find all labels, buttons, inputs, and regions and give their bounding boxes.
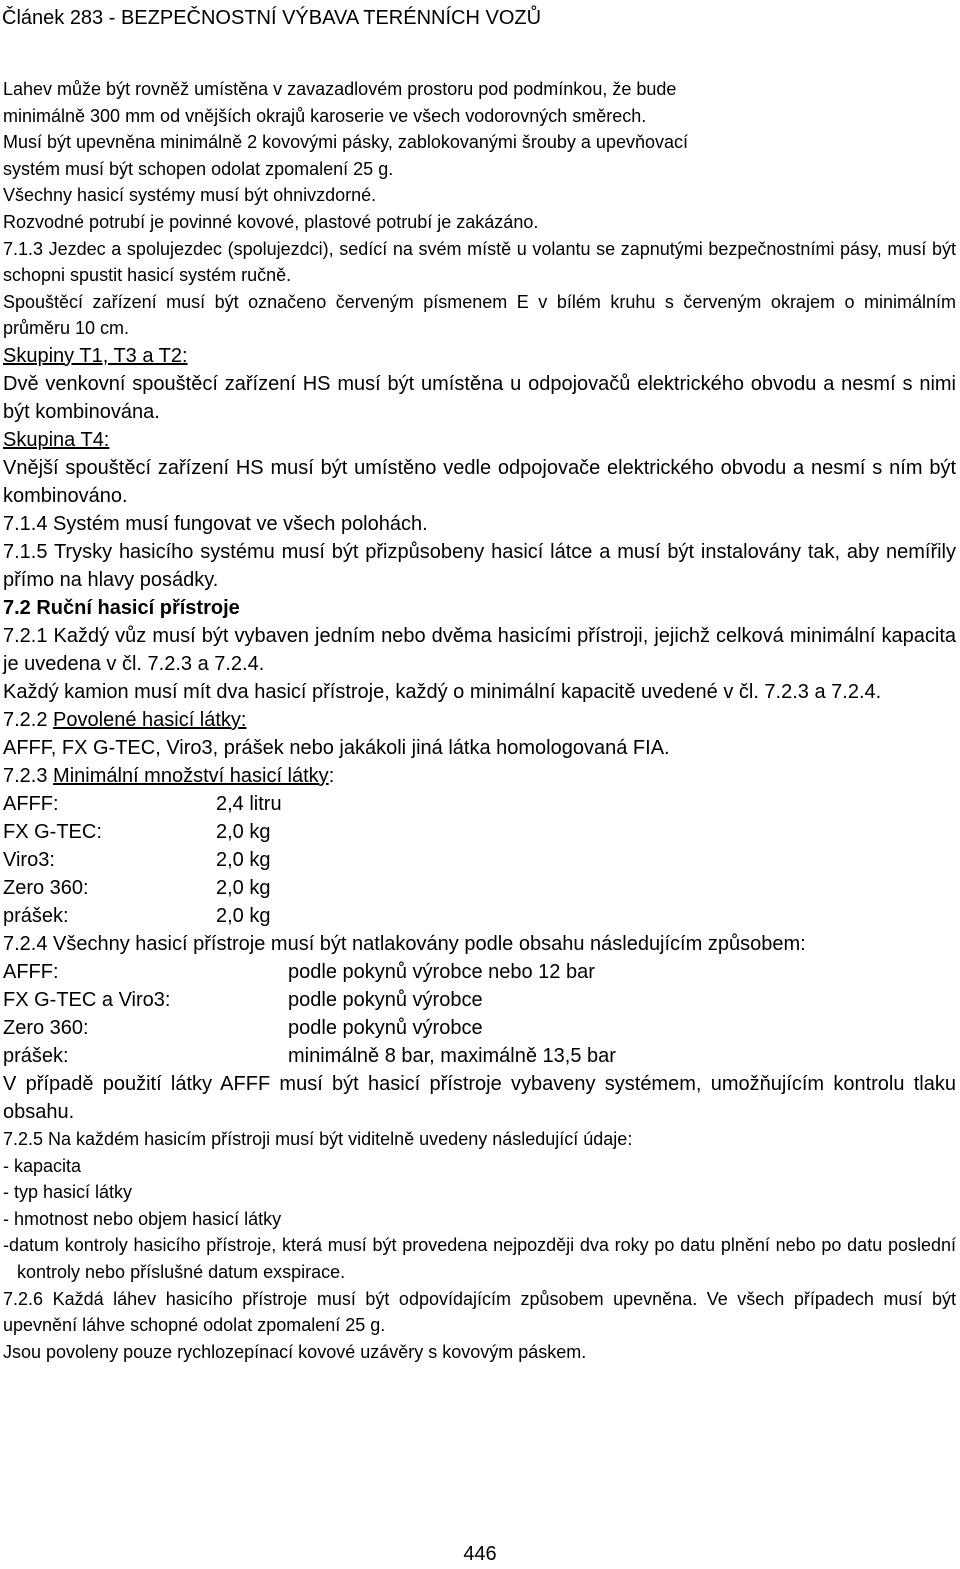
section-label: Minimální množství hasicí látky [53,764,329,787]
agent-name: AFFF: [3,960,59,983]
list-item: - kapacita [3,1155,82,1176]
section-number: 7.2.2 [3,708,54,731]
heading-groups-t1-t3-t2: Skupiny T1, T3 a T2: [3,344,188,367]
heading-group-t4: Skupina T4: [3,428,110,451]
paragraph-7-2-1: 7.2.1 Každý vůz musí být vybaven jedním nebo dvěma hasicími přístroji, jejichž celková minimální kapacita je uvedena v čl. 7.2.3 a 7.2.4. [3,624,956,675]
agent-name: Viro3: [3,848,55,871]
section-heading-7-2: 7.2 Ruční hasicí přístroje [3,596,240,619]
agent-name: FX G-TEC: [3,820,102,843]
section-7-2-2 [3,706,956,734]
paragraph-7-1-3: 7.1.3 Jezdec a spolujezdec (spolujezdci), sedící na svém místě u volantu se zapnutými bezpečnostními pásy, musí být schopni spustit hasicí systém ručně. [3,238,956,286]
article-body [3,76,956,1365]
text-line: minimálně 300 mm od vnějších okrajů karoserie ve všech vodorovných směrech. [3,105,647,126]
paragraph-agents: AFFF, FX G-TEC, Viro3, prášek nebo jakákoli jiná látka homologovaná FIA. [3,736,670,759]
paragraph-afff-pressure: V případě použití látky AFFF musí být hasicí přístroje vybaveny systémem, umožňujícím kontrolu tlaku obsahu. [3,1072,956,1123]
text-line: Lahev může být rovněž umístěna v zavazadlovém prostoru pod podmínkou, že bude [3,79,677,99]
quantity-row [3,790,956,818]
pressure-row [3,1014,956,1042]
paragraph-7-2-6: 7.2.6 Každá láhev hasicího přístroje musí být odpovídajícím způsobem upevněna. Ve všech případech musí být upevnění láhve schopné odolat zpomalení 25 g. [3,1288,956,1336]
paragraph-groups-t1: Dvě venkovní spouštěcí zařízení HS musí být umístěna u odpojovačů elektrického obvodu a nesmí s nimi být kombinována. [3,372,956,423]
pressure-row [3,1042,956,1070]
quantity-row [3,902,956,930]
paragraph-7-1-5: 7.1.5 Trysky hasicího systému musí být přizpůsobeny hasicí látce a musí být instalovány tak, aby nemířily přímo na hlavy posádky. [3,540,956,591]
pressure-row [3,986,956,1014]
text-line: Všechny hasicí systémy musí být ohnivzdorné. [3,185,377,206]
paragraph-closures: Jsou povoleny pouze rychlozepínací kovové uzávěry s kovovým páskem. [3,1341,587,1362]
paragraph-truck: Každý kamion musí mít dva hasicí přístroje, každý o minimální kapacitě uvedené v čl. 7.2.3 a 7.2.4. [3,680,882,703]
agent-amount: 2,0 kg [216,876,271,899]
agent-name: prášek: [3,1044,69,1067]
list-item: - hmotnost nebo objem hasicí látky [3,1208,282,1229]
article-title: Článek 283 - BEZPEČNOSTNÍ VÝBAVA TERÉNNÍCH VOZŮ [2,7,542,29]
list-item: - typ hasicí látky [3,1182,133,1203]
agent-pressure: podle pokynů výrobce [288,1016,483,1039]
list-item: -datum kontroly hasicího přístroje, která musí být provedena nejpozději dva roky po datu plnění nebo po datu poslední kontroly nebo příslušné datum exspirace. [3,1235,956,1282]
agent-name: prášek: [3,904,69,927]
agent-amount: 2,4 litru [216,792,282,815]
agent-amount: 2,0 kg [216,848,271,871]
section-colon: : [328,764,335,787]
pressure-table [3,958,956,1070]
section-7-2-3 [3,762,956,790]
quantity-table [3,790,956,930]
paragraph-7-1-4: 7.1.4 Systém musí fungovat ve všech polohách. [3,512,428,535]
quantity-row [3,818,956,846]
text-line: Musí být upevněna minimálně 2 kovovými pásky, zablokovanými šrouby a upevňovací [3,132,689,153]
section-label: Povolené hasicí látky: [53,708,247,731]
section-number: 7.2.3 [3,764,54,787]
page-number: 446 [463,1543,497,1565]
pressure-row [3,958,956,986]
agent-name: AFFF: [3,792,59,815]
text-line: Rozvodné potrubí je povinné kovové, plastové potrubí je zakázáno. [3,211,539,232]
paragraph-7-2-5: 7.2.5 Na každém hasicím přístroji musí být viditelně uvedeny následující údaje: [3,1128,633,1149]
paragraph-trigger-marking: Spouštěcí zařízení musí být označeno červeným písmenem E v bílém kruhu s červeným okrajem o minimálním průměru 10 cm. [3,291,956,339]
agent-pressure: podle pokynů výrobce [288,988,483,1011]
agent-amount: 2,0 kg [216,904,271,927]
quantity-row [3,846,956,874]
agent-pressure: podle pokynů výrobce nebo 12 bar [288,960,595,983]
quantity-row [3,874,956,902]
text-line: systém musí být schopen odolat zpomalení 25 g. [3,158,394,179]
paragraph-7-2-4: 7.2.4 Všechny hasicí přístroje musí být natlakovány podle obsahu následujícím způsobem: [3,932,806,955]
agent-name: Zero 360: [3,1016,89,1039]
agent-pressure: minimálně 8 bar, maximálně 13,5 bar [288,1044,616,1067]
agent-amount: 2,0 kg [216,820,271,843]
paragraph-group-t4: Vnější spouštěcí zařízení HS musí být umístěno vedle odpojovače elektrického obvodu a nesmí s ním být kombinováno. [3,456,956,507]
agent-name: Zero 360: [3,876,89,899]
agent-name: FX G-TEC a Viro3: [3,988,171,1011]
